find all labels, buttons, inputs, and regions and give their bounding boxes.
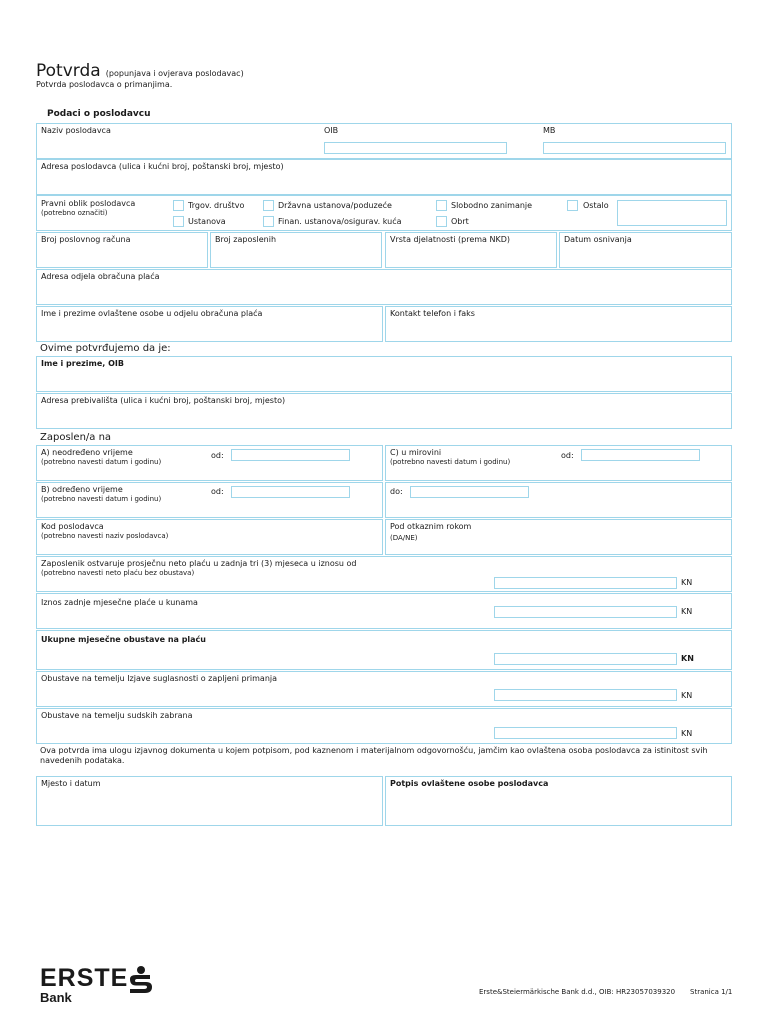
last-salary-label: Iznos zadnje mjesečne plaće u kunama [41,598,198,607]
checkbox-finan[interactable] [263,216,274,227]
fixed-term-label: B) određeno vrijeme [41,485,123,494]
legal-form-hint: (potrebno označiti) [41,209,108,217]
indefinite-label: A) neodređeno vrijeme [41,448,133,457]
employer-address-field[interactable] [36,159,732,195]
founded-label: Datum osnivanja [564,235,632,244]
oib-label: OIB [324,126,339,135]
last-salary-currency: KN [681,607,693,616]
activity-field[interactable] [385,232,557,268]
mb-input[interactable] [543,142,726,154]
checkbox-ostalo[interactable] [567,200,578,211]
notice-field[interactable] [385,519,732,555]
payroll-address-label: Adresa odjela obračuna plaća [41,272,160,281]
total-deductions-input[interactable] [494,653,677,665]
bank-info: Erste&Steiermärkische Bank d.d., OIB: HR23057039320 [479,988,676,996]
court-deductions-currency: KN [681,729,693,738]
employer-code-field[interactable] [36,519,383,555]
checkbox-slobodno[interactable] [436,200,447,211]
checkbox-drzavna[interactable] [263,200,274,211]
retired-label: C) u mirovini [390,448,442,457]
total-deductions-label: Ukupne mjesečne obustave na plaću [41,635,206,644]
oib-input[interactable] [324,142,507,154]
option-finan-label: Finan. ustanova/osigurav. kuća [278,217,402,226]
title-note: (popunjava i ovjerava poslodavac) [105,69,244,78]
total-deductions-row [36,630,732,670]
mb-label: MB [543,126,556,135]
avg-salary-currency: KN [681,578,693,587]
account-label: Broj poslovnog računa [41,235,131,244]
avg-salary-input[interactable] [494,577,677,589]
residence-label: Adresa prebivališta (ulica i kućni broj, poštanski broj, mjesto) [41,396,286,405]
court-deductions-input[interactable] [494,727,677,739]
last-salary-row [36,593,732,629]
account-field[interactable] [36,232,208,268]
place-date-label: Mjesto i datum [41,779,101,788]
erste-s-symbol-icon [128,966,154,994]
fixed-term-row [36,482,383,518]
option-drzavna-label: Državna ustanova/poduzeće [278,201,392,210]
employer-code-label: Kod poslodavca [41,522,104,531]
employment-section-title: Zaposlen/a na [40,432,112,443]
notice-hint: (DA/NE) [390,534,418,542]
checkbox-obrt[interactable] [436,216,447,227]
employee-name-label: Ime i prezime, OIB [41,359,125,368]
option-trgov-label: Trgov. društvo [188,201,245,210]
fixed-term-hint: (potrebno navesti datum i godinu) [41,495,162,503]
founded-field[interactable] [559,232,732,268]
retired-from-input[interactable] [581,449,700,461]
option-obrt-label: Obrt [451,217,469,226]
checkbox-ustanova[interactable] [173,216,184,227]
payroll-person-label: Ime i prezime ovlaštene osobe u odjelu obračuna plaća [41,309,263,318]
legal-form-label: Pravni oblik poslodavca [41,199,136,208]
document-subtitle: Potvrda poslodavca o primanjima. [36,80,173,89]
fixed-term-from-input[interactable] [231,486,350,498]
contact-label: Kontakt telefon i faks [390,309,475,318]
indefinite-row [36,445,383,481]
retired-hint: (potrebno navesti datum i godinu) [390,458,511,466]
avg-salary-hint: (potrebno navesti neto plaću bez obustava) [41,569,195,577]
employer-name-row [36,123,732,159]
title-text: Potvrda [36,61,101,81]
employees-field[interactable] [210,232,382,268]
statement-deductions-input[interactable] [494,689,677,701]
employer-name-label: Naziv poslodavca [41,126,111,135]
employees-label: Broj zaposlenih [215,235,277,244]
employer-address-label: Adresa poslodavca (ulica i kućni broj, poštanski broj, mjesto) [41,162,284,171]
retired-row [385,445,732,481]
payroll-person-field[interactable] [36,306,383,342]
activity-label: Vrsta djelatnosti (prema NKD) [390,235,511,244]
statement-deductions-label: Obustave na temelju Izjave suglasnosti o zapljeni primanja [41,674,278,683]
page-number: Stranica 1/1 [690,988,733,996]
fixed-term-from-label: od: [211,487,224,496]
payroll-address-field[interactable] [36,269,732,305]
employer-code-hint: (potrebno navesti naziv poslodavca) [41,532,169,540]
employee-name-field[interactable] [36,356,732,392]
fixed-term-to-row [385,482,732,518]
logo-word-bank: Bank [40,990,72,1005]
indefinite-hint: (potrebno navesti datum i godinu) [41,458,162,466]
notice-label: Pod otkaznim rokom [390,522,472,531]
checkbox-trgov[interactable] [173,200,184,211]
fixed-term-to-label: do: [390,487,403,496]
option-slobodno-label: Slobodno zanimanje [451,201,533,210]
court-deductions-row [36,708,732,744]
document-title [36,61,244,81]
last-salary-input[interactable] [494,606,677,618]
logo-word-erste: ERSTE [40,964,129,992]
confirm-section-title: Ovime potvrđujemo da je: [40,343,171,354]
option-ustanova-label: Ustanova [188,217,226,226]
court-deductions-label: Obustave na temelju sudskih zabrana [41,711,193,720]
signature-field[interactable] [385,776,732,826]
fixed-term-to-input[interactable] [410,486,529,498]
residence-field[interactable] [36,393,732,429]
avg-salary-label: Zaposlenik ostvaruje prosječnu neto plaću u zadnja tri (3) mjeseca u iznosu od [41,559,357,568]
signature-label: Potpis ovlaštene osobe poslodavca [390,779,549,788]
erste-logo [40,966,128,1005]
statement-deductions-row [36,671,732,707]
option-ostalo-label: Ostalo [583,201,609,210]
ostalo-input[interactable] [617,200,727,226]
avg-salary-row [36,556,732,592]
legal-form-row [36,195,732,231]
statement-text: Ova potvrda ima ulogu izjavnog dokumenta u kojem potpisom, pod kaznenom i materijalnom odgovornošću, jamčim kao ovlaštena osoba poslodavca za istinitost svih navedenih podataka. [40,746,708,765]
statement-deductions-currency: KN [681,691,693,700]
employer-section-title: Podaci o poslodavcu [47,109,151,119]
indefinite-from-input[interactable] [231,449,350,461]
place-date-field[interactable] [36,776,383,826]
retired-from-label: od: [561,451,574,460]
total-deductions-currency: KN [681,654,694,663]
indefinite-from-label: od: [211,451,224,460]
contact-field[interactable] [385,306,732,342]
